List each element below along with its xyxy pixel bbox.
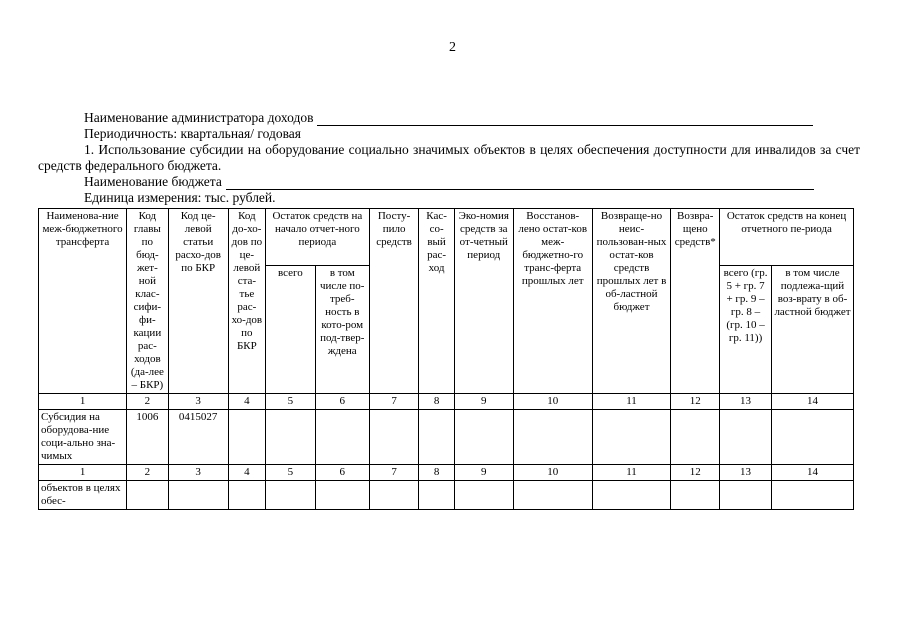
header-opening-balance: Остаток средств на начало отчет-ного периода xyxy=(266,209,370,266)
empty-cell xyxy=(454,410,513,465)
kbk-target-cell: 0415027 xyxy=(168,410,228,465)
col-number: 14 xyxy=(771,465,853,481)
header-opening-confirmed: в том числе по-треб-ность в кото-ром под-твер-ждена xyxy=(315,266,369,394)
empty-cell xyxy=(228,410,265,465)
col-number: 2 xyxy=(127,465,168,481)
col-number: 7 xyxy=(369,394,419,410)
admin-fill-line xyxy=(317,113,813,126)
unit-text: Единица измерения: тыс. рублей. xyxy=(84,190,276,205)
col-number: 10 xyxy=(513,394,592,410)
empty-cell xyxy=(419,410,454,465)
empty-cell xyxy=(513,481,592,510)
form-header xyxy=(38,110,860,206)
column-number-row-repeat xyxy=(39,465,854,481)
header-closing-total: всего (гр. 5 + гр. 7 + гр. 9 – гр. 8 – (гр. 10 – гр. 11)) xyxy=(720,266,772,394)
header-transfer-name: Наименова-ние меж-бюджетного трансферта xyxy=(39,209,127,394)
col-number: 9 xyxy=(454,465,513,481)
col-number: 7 xyxy=(369,465,419,481)
col-number: 4 xyxy=(228,394,265,410)
periodicity-text: Периодичность: квартальная/ годовая xyxy=(84,126,301,141)
col-number: 8 xyxy=(419,465,454,481)
col-number: 12 xyxy=(671,394,720,410)
header-returned-unused: Возвраще-но неис-пользован-ных остат-ков средств прошлых лет в об-ластной бюджет xyxy=(592,209,671,394)
col-number: 3 xyxy=(168,394,228,410)
empty-cell xyxy=(315,481,369,510)
col-number: 9 xyxy=(454,394,513,410)
col-number: 4 xyxy=(228,465,265,481)
transfer-name-cell: Субсидия на оборудова-ние соци-ально зна-чимых xyxy=(39,410,127,465)
col-number: 12 xyxy=(671,465,720,481)
header-received: Посту-пило средств xyxy=(369,209,419,394)
col-number: 3 xyxy=(168,465,228,481)
purpose-paragraph: 1. Использование субсидии на оборудование социально значимых объектов в целях обеспечения доступности для инвалидов за счет средств федерального бюджета. xyxy=(38,142,860,173)
header-returned: Возвра-щено средств* xyxy=(671,209,720,394)
admin-label: Наименование администратора доходов xyxy=(84,110,314,125)
empty-cell xyxy=(168,481,228,510)
col-number: 6 xyxy=(315,465,369,481)
col-number: 10 xyxy=(513,465,592,481)
header-closing-to-return: в том числе подлежа-щий воз-врату в об-ластной бюджет xyxy=(771,266,853,394)
empty-cell xyxy=(771,481,853,510)
periodicity-line xyxy=(38,126,860,142)
col-number: 11 xyxy=(592,394,671,410)
empty-cell xyxy=(671,481,720,510)
column-number-row xyxy=(39,394,854,410)
empty-cell xyxy=(592,481,671,510)
col-number: 11 xyxy=(592,465,671,481)
empty-cell xyxy=(720,410,772,465)
empty-cell xyxy=(228,481,265,510)
admin-line xyxy=(38,110,860,126)
kbk-head-cell: 1006 xyxy=(127,410,168,465)
empty-cell xyxy=(266,410,316,465)
budget-line xyxy=(38,174,860,190)
col-number: 2 xyxy=(127,394,168,410)
empty-cell xyxy=(671,410,720,465)
col-number: 14 xyxy=(771,394,853,410)
empty-cell xyxy=(369,410,419,465)
col-number: 13 xyxy=(720,394,772,410)
page-number: 2 xyxy=(449,40,456,55)
empty-cell xyxy=(592,410,671,465)
header-income-code: Код до-хо-дов по це-левой ста-тье рас-хо-дов по БКР xyxy=(228,209,265,394)
data-row-continuation xyxy=(39,481,854,510)
col-number: 5 xyxy=(266,394,316,410)
transfer-name-cell: объектов в целях обес- xyxy=(39,481,127,510)
header-opening-total: всего xyxy=(266,266,316,394)
empty-cell xyxy=(771,410,853,465)
empty-cell xyxy=(127,481,168,510)
col-number: 13 xyxy=(720,465,772,481)
empty-cell xyxy=(454,481,513,510)
col-number: 1 xyxy=(39,394,127,410)
empty-cell xyxy=(315,410,369,465)
col-number: 5 xyxy=(266,465,316,481)
empty-cell xyxy=(419,481,454,510)
budget-fill-line xyxy=(226,177,814,190)
budget-label: Наименование бюджета xyxy=(84,174,222,189)
empty-cell xyxy=(369,481,419,510)
header-savings: Эко-номия средств за от-четный период xyxy=(454,209,513,394)
header-closing-balance: Остаток средств на конец отчетного пе-риода xyxy=(720,209,854,266)
data-row-subsidy xyxy=(39,410,854,465)
header-cash-expense: Кас-со-вый рас-ход xyxy=(419,209,454,394)
col-number: 8 xyxy=(419,394,454,410)
empty-cell xyxy=(513,410,592,465)
header-kbk-head: Код главы по бюд-жет-ной клас-сифи-фи-кации рас-ходов (да-лее – БКР) xyxy=(127,209,168,394)
header-restored: Восстанов-лено остат-ков меж-бюджетно-го транс-ферта прошлых лет xyxy=(513,209,592,394)
header-row-1 xyxy=(39,209,854,266)
report-table xyxy=(38,208,854,510)
empty-cell xyxy=(720,481,772,510)
unit-line xyxy=(38,190,860,206)
empty-cell xyxy=(266,481,316,510)
col-number: 1 xyxy=(39,465,127,481)
header-kbk-target: Код це-левой статьи расхо-дов по БКР xyxy=(168,209,228,394)
col-number: 6 xyxy=(315,394,369,410)
